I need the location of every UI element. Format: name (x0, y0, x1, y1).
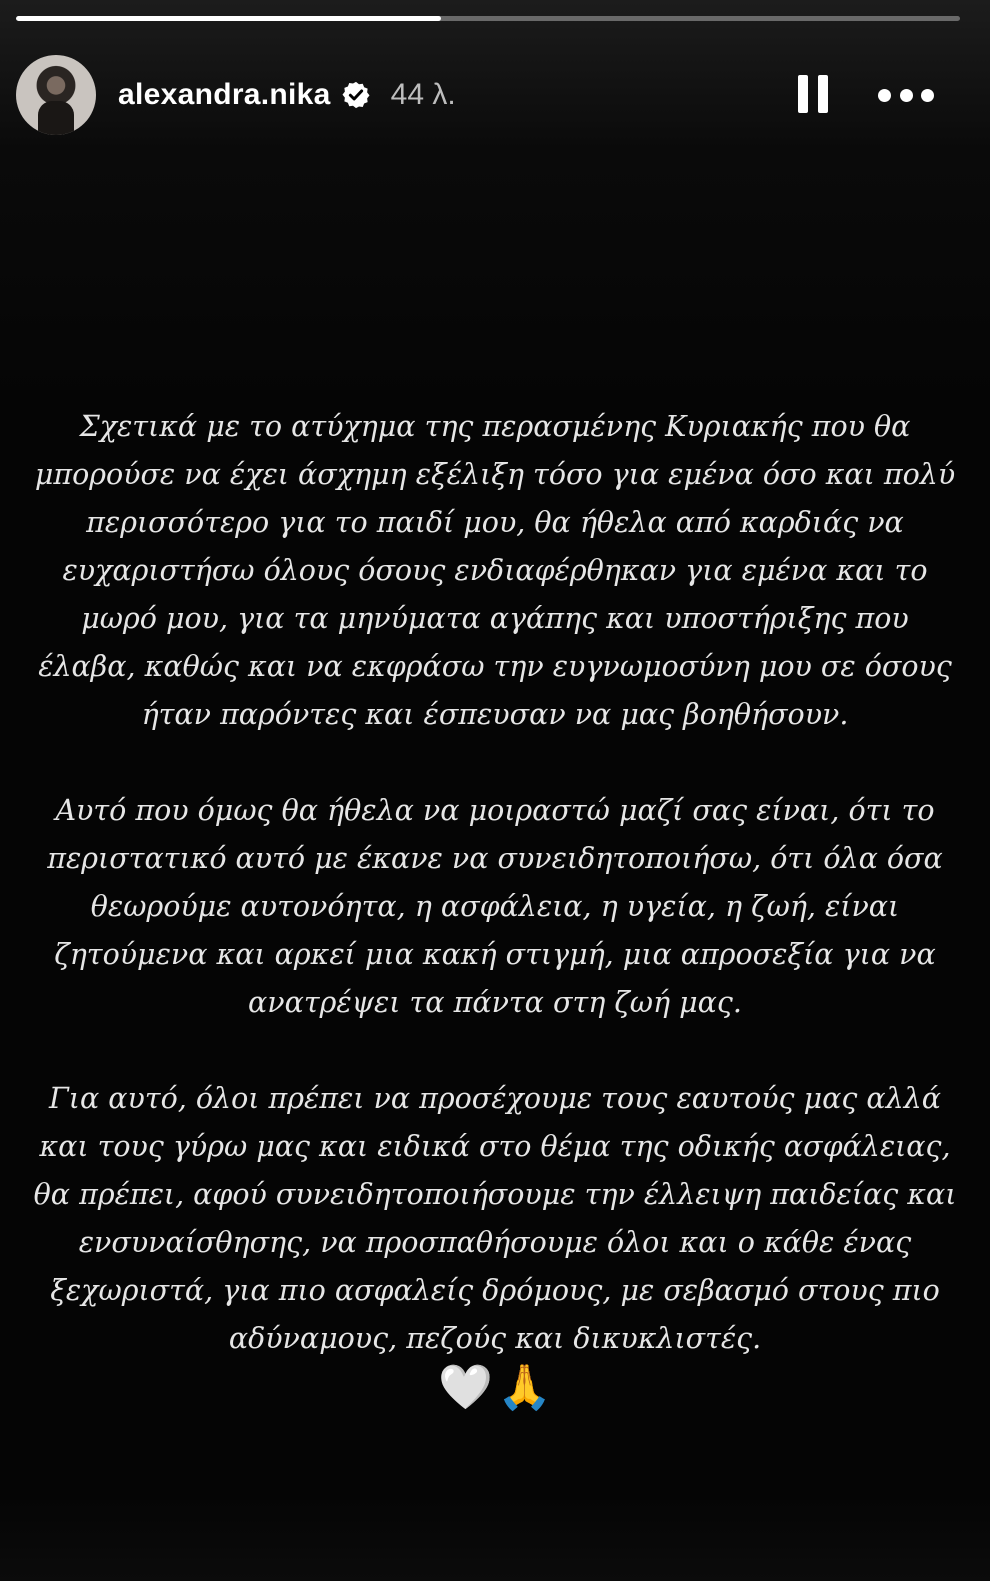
story-progress-bar (16, 16, 960, 21)
folded-hands-emoji: 🙏 (497, 1362, 552, 1413)
emoji-row (0, 1360, 990, 1416)
story-paragraph-3: Για αυτό, όλοι πρέπει να προσέχουμε τους εαυτούς μας αλλά και τους γύρω μας και ειδικά στο θέμα της οδικής ασφάλειας, θα πρέπει, αφού συνειδητοποιήσουμε την έλλειψη παιδείας και ενσυναίσθησης, να προσπαθήσουμε όλοι και ο κάθε ένας ξεχωριστά, για πιο ασφαλείς δρόμους, με σεβασμό στους πιο αδύναμους, πεζούς και δικυκλιστές. (33, 1082, 957, 1355)
verified-badge-icon (341, 80, 371, 110)
profile-avatar[interactable] (16, 55, 96, 135)
story-paragraph-2: Αυτό που όμως θα ήθελα να μοιραστώ μαζί σας είναι, ότι το περιστατικό αυτό με έκανε να συνειδητοποιήσω, ότι όλα όσα θεωρούμε αυτονόητα, η ασφάλεια, η υγεία, η ζωή, είναι ζητούμενα και αρκεί μια κακή στιγμή, μια απροσεξία για να ανατρέψει τα πάντα στη ζωή μας. (47, 794, 943, 1019)
white-heart-emoji: 🤍 (438, 1362, 493, 1413)
story-paragraph-1: Σχετικά με το ατύχημα της περασμένης Κυριακής που θα μπορούσε να έχει άσχημη εξέλιξη τόσο για εμένα όσο και πολύ περισσότερο για το παιδί μου, θα ήθελα από καρδιάς να ευχαριστήσω όλους όσους ενδιαφέρθηκαν για εμένα και το μωρό μου, για τα μηνύματα αγάπης και υποστήριξης που έλαβα, καθώς και να εκφράσω την ευγνωμοσύνη μου σε όσους ήταν παρόντες και έσπευσαν να μας βοηθήσουν. (34, 410, 956, 731)
more-options-icon[interactable] (878, 85, 934, 105)
pause-icon[interactable] (798, 75, 828, 115)
username-link[interactable]: alexandra.nika (118, 78, 331, 111)
story-progress-fill (16, 16, 441, 21)
story-header (16, 55, 960, 135)
post-time: 44 λ. (390, 78, 456, 111)
story-text (30, 403, 960, 1363)
